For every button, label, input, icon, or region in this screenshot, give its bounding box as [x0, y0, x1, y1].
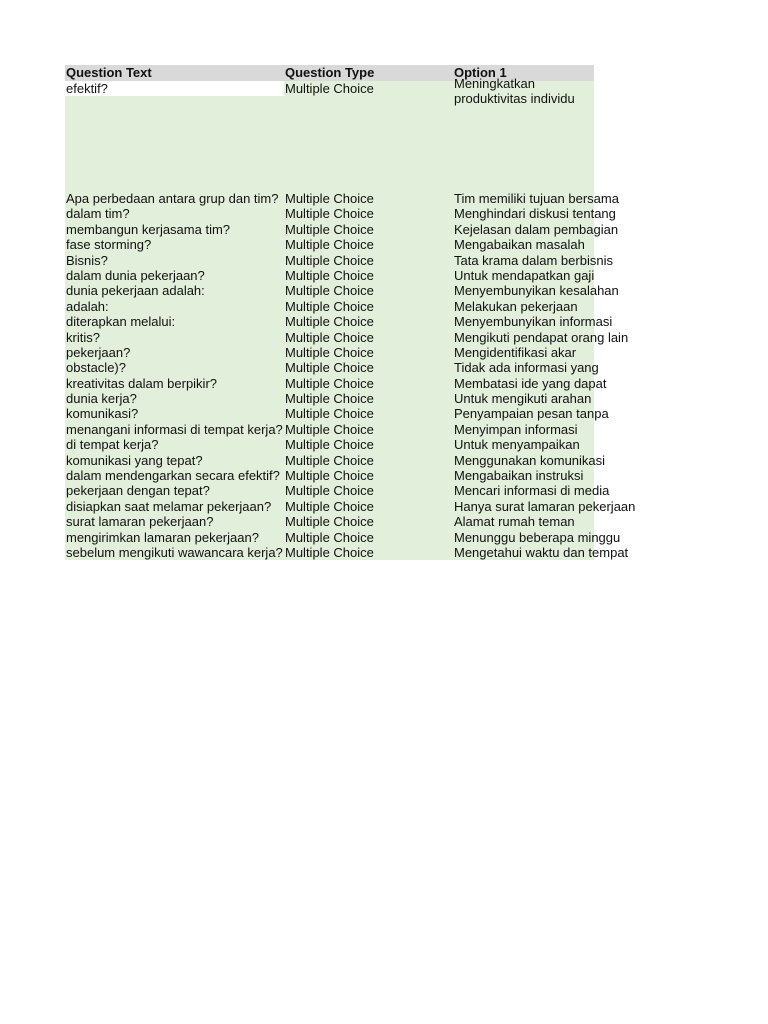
type-cell[interactable]: Multiple Choice — [285, 514, 374, 530]
option-cell[interactable]: Menyembunyikan informasi — [454, 314, 613, 330]
question-cell[interactable]: pekerjaan dengan tepat? — [65, 483, 284, 498]
type-cell[interactable]: Multiple Choice — [285, 483, 374, 499]
option-cell[interactable]: Kejelasan dalam pembagian — [454, 221, 619, 237]
type-cell[interactable]: Multiple Choice — [285, 452, 374, 468]
option-cell[interactable] — [453, 76, 594, 191]
option-cell[interactable]: Untuk menyampaikan — [454, 437, 580, 453]
question-cell[interactable]: dalam dunia pekerjaan? — [65, 268, 284, 283]
type-cell[interactable]: Multiple Choice — [285, 191, 374, 206]
type-cell[interactable]: Multiple Choice — [285, 375, 374, 391]
type-cell[interactable]: Multiple Choice — [285, 437, 374, 453]
header-option-1[interactable]: Option 1 — [454, 65, 507, 80]
option-cell[interactable]: Alamat rumah teman — [454, 514, 575, 530]
table-body — [65, 191, 636, 560]
type-cell[interactable]: Multiple Choice — [285, 283, 374, 299]
question-cell[interactable]: disiapkan saat melamar pekerjaan? — [65, 499, 284, 514]
type-cell[interactable]: Multiple Choice — [285, 544, 374, 560]
type-cell[interactable]: Multiple Choice — [285, 498, 374, 514]
question-cell[interactable]: dalam tim? — [65, 206, 284, 221]
table-row — [65, 544, 629, 560]
question-cell[interactable]: surat lamaran pekerjaan? — [65, 514, 284, 529]
question-cell[interactable]: diterapkan melalui: — [65, 314, 284, 329]
type-cell[interactable]: Multiple Choice — [285, 529, 374, 545]
option-cell[interactable]: Hanya surat lamaran pekerjaan — [454, 498, 636, 514]
question-cell[interactable]: Apa perbedaan antara grup dan tim? — [65, 191, 284, 206]
option-cell[interactable]: Tim memiliki tujuan bersama — [454, 191, 619, 206]
question-cell[interactable]: mengirimkan lamaran pekerjaan? — [65, 530, 284, 545]
option-cell[interactable]: Menyimpan informasi — [454, 421, 578, 437]
header-question-type[interactable]: Question Type — [285, 65, 375, 80]
type-cell[interactable]: Multiple Choice — [285, 344, 374, 360]
question-cell[interactable]: di tempat kerja? — [65, 437, 284, 452]
option-cell[interactable]: Mengidentifikasi akar — [454, 344, 577, 360]
question-cell[interactable] — [65, 81, 284, 191]
question-cell[interactable]: obstacle)? — [65, 360, 284, 375]
question-cell[interactable]: fase storming? — [65, 237, 284, 252]
type-cell[interactable]: Multiple Choice — [285, 329, 374, 345]
option-cell[interactable]: Tata krama dalam berbisnis — [454, 252, 613, 268]
type-cell[interactable]: Multiple Choice — [285, 314, 374, 330]
question-cell[interactable]: pekerjaan? — [65, 345, 284, 360]
option-cell[interactable]: Mengetahui waktu dan tempat — [454, 544, 629, 560]
option-cell[interactable]: Menunggu beberapa minggu — [454, 529, 621, 545]
question-cell[interactable]: dalam mendengarkan secara efektif? — [65, 468, 284, 483]
question-cell[interactable]: komunikasi yang tepat? — [65, 453, 284, 468]
option-text: Meningkatkan produktivitas individu — [454, 76, 575, 106]
question-cell[interactable]: menangani informasi di tempat kerja? — [66, 421, 283, 437]
option-cell[interactable]: Mengikuti pendapat orang lain — [454, 329, 629, 345]
option-cell[interactable]: Mengabaikan masalah — [454, 237, 585, 253]
option-cell[interactable]: Untuk mengikuti arahan — [454, 391, 592, 407]
type-cell[interactable]: Multiple Choice — [285, 267, 374, 283]
question-cell[interactable]: kreativitas dalam berpikir? — [65, 376, 284, 391]
type-cell[interactable]: Multiple Choice — [285, 421, 374, 437]
question-cell[interactable]: komunikasi? — [65, 406, 284, 421]
question-cell[interactable]: dunia pekerjaan adalah: — [65, 283, 284, 298]
question-cell[interactable]: kritis? — [65, 330, 284, 345]
type-cell[interactable]: Multiple Choice — [285, 252, 374, 268]
option-cell[interactable]: Untuk mendapatkan gaji — [454, 267, 595, 283]
question-cell[interactable]: Bisnis? — [65, 253, 284, 268]
type-cell[interactable]: Multiple Choice — [285, 206, 374, 222]
option-cell[interactable]: Mencari informasi di media — [454, 483, 610, 499]
type-cell[interactable]: Multiple Choice — [285, 468, 374, 484]
option-cell[interactable]: Penyampaian pesan tanpa — [454, 406, 609, 422]
option-cell[interactable]: Melakukan pekerjaan — [454, 298, 578, 314]
question-cell[interactable]: sebelum mengikuti wawancara kerja? — [66, 544, 283, 560]
type-cell[interactable]: Multiple Choice — [285, 391, 374, 407]
option-cell[interactable]: Tidak ada informasi yang — [454, 360, 599, 376]
header-question-text[interactable]: Question Text — [66, 65, 152, 80]
option-cell[interactable]: Membatasi ide yang dapat — [454, 375, 607, 391]
question-cell[interactable]: adalah: — [65, 299, 284, 314]
option-cell[interactable]: Menggunakan komunikasi — [454, 452, 606, 468]
type-cell[interactable]: Multiple Choice — [285, 406, 374, 422]
type-cell[interactable]: Multiple Choice — [285, 221, 374, 237]
question-cell[interactable]: membangun kerjasama tim? — [65, 222, 284, 237]
type-cell[interactable]: Multiple Choice — [285, 360, 374, 376]
option-cell[interactable]: Mengabaikan instruksi — [454, 468, 584, 484]
type-cell[interactable]: Multiple Choice — [284, 81, 453, 191]
spreadsheet-table — [65, 65, 636, 560]
option-cell[interactable]: Menyembunyikan kesalahan — [454, 283, 619, 299]
option-cell[interactable]: Menghindari diskusi tentang — [454, 206, 616, 222]
question-cell[interactable]: dunia kerja? — [65, 391, 284, 406]
table-row — [65, 76, 594, 191]
type-cell[interactable]: Multiple Choice — [285, 237, 374, 253]
question-text: efektif? — [66, 81, 108, 96]
type-cell[interactable]: Multiple Choice — [285, 298, 374, 314]
